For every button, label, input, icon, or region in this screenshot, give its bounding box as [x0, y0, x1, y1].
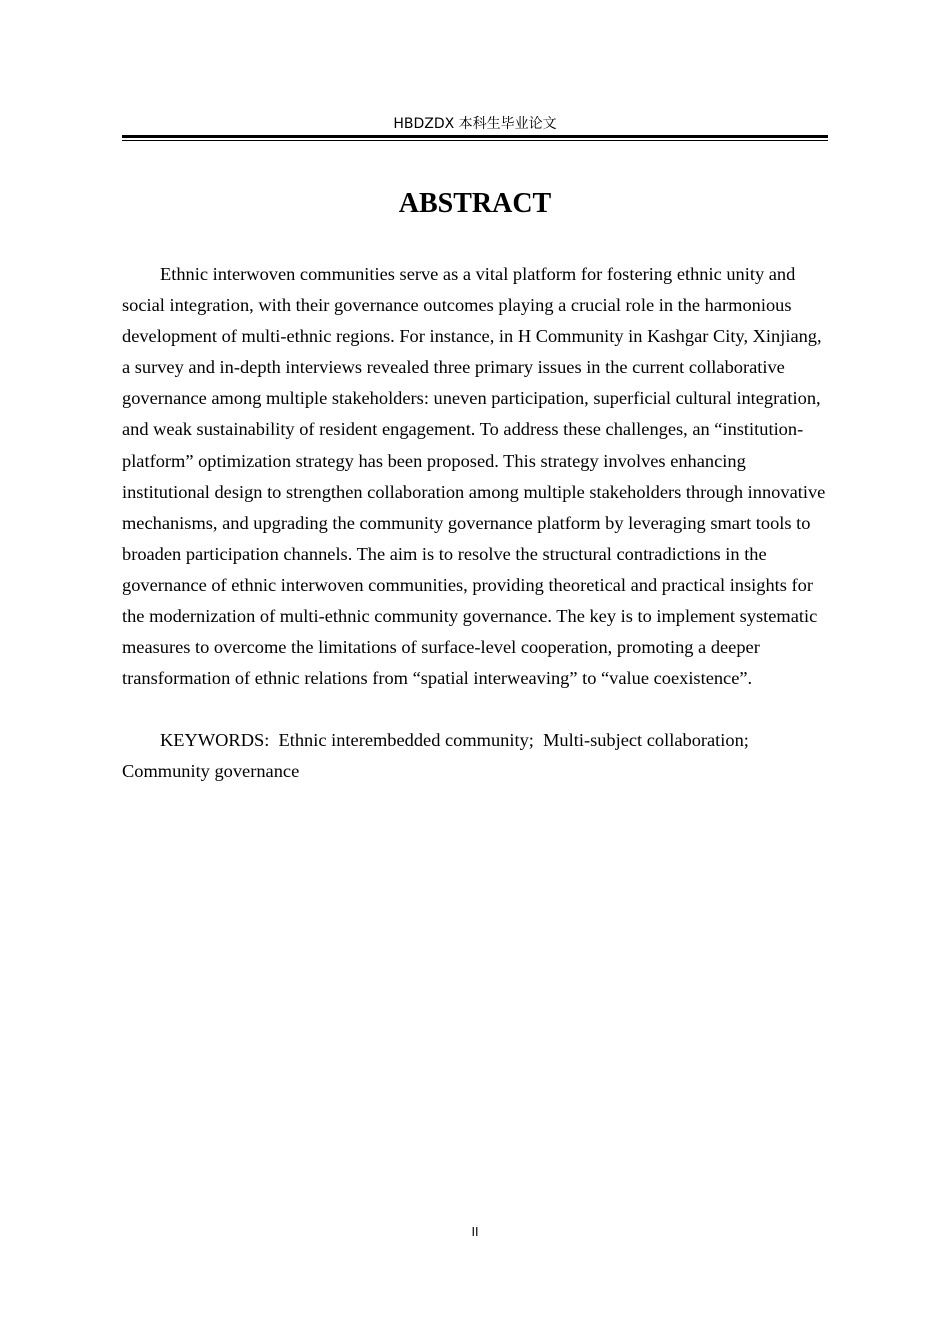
abstract-title: ABSTRACT	[398, 188, 552, 219]
keywords-line: KEYWORDS: Ethnic interembedded community; Multi-subject collaboration; Community governance	[122, 730, 754, 782]
abstract-paragraph: Ethnic interwoven communities serve as a vital platform for fostering ethnic unity and social integration, with their governance outcomes playing a crucial role in the harmonious development of multi-ethnic regions. For instance, in H Community in Kashgar City, Xinjiang, a survey and in-depth interviews revealed three primary issues in the current collaborative governance among multiple stakeholders: uneven participation, superficial cultural integration, and weak sustainability of resident engagement. To address these challenges, an “institution-platform” optimization strategy has been proposed. This strategy involves enhancing institutional design to strengthen collaboration among multiple stakeholders through innovative mechanisms, and upgrading the community governance platform by leveraging smart tools to broaden participation channels. The aim is to resolve the structural contradictions in the governance of ethnic interwoven communities, providing theoretical and practical insights for the modernization of multi-ethnic community governance. The key is to implement systematic measures to overcome the limitations of surface-level cooperation, promoting a deeper transformation of ethnic relations from “spatial interweaving” to “value coexistence”.	[122, 264, 826, 689]
running-header: HBDZDX 本科生毕业论文	[393, 116, 557, 132]
page-number: II	[471, 1225, 479, 1239]
header-rule	[122, 135, 828, 141]
